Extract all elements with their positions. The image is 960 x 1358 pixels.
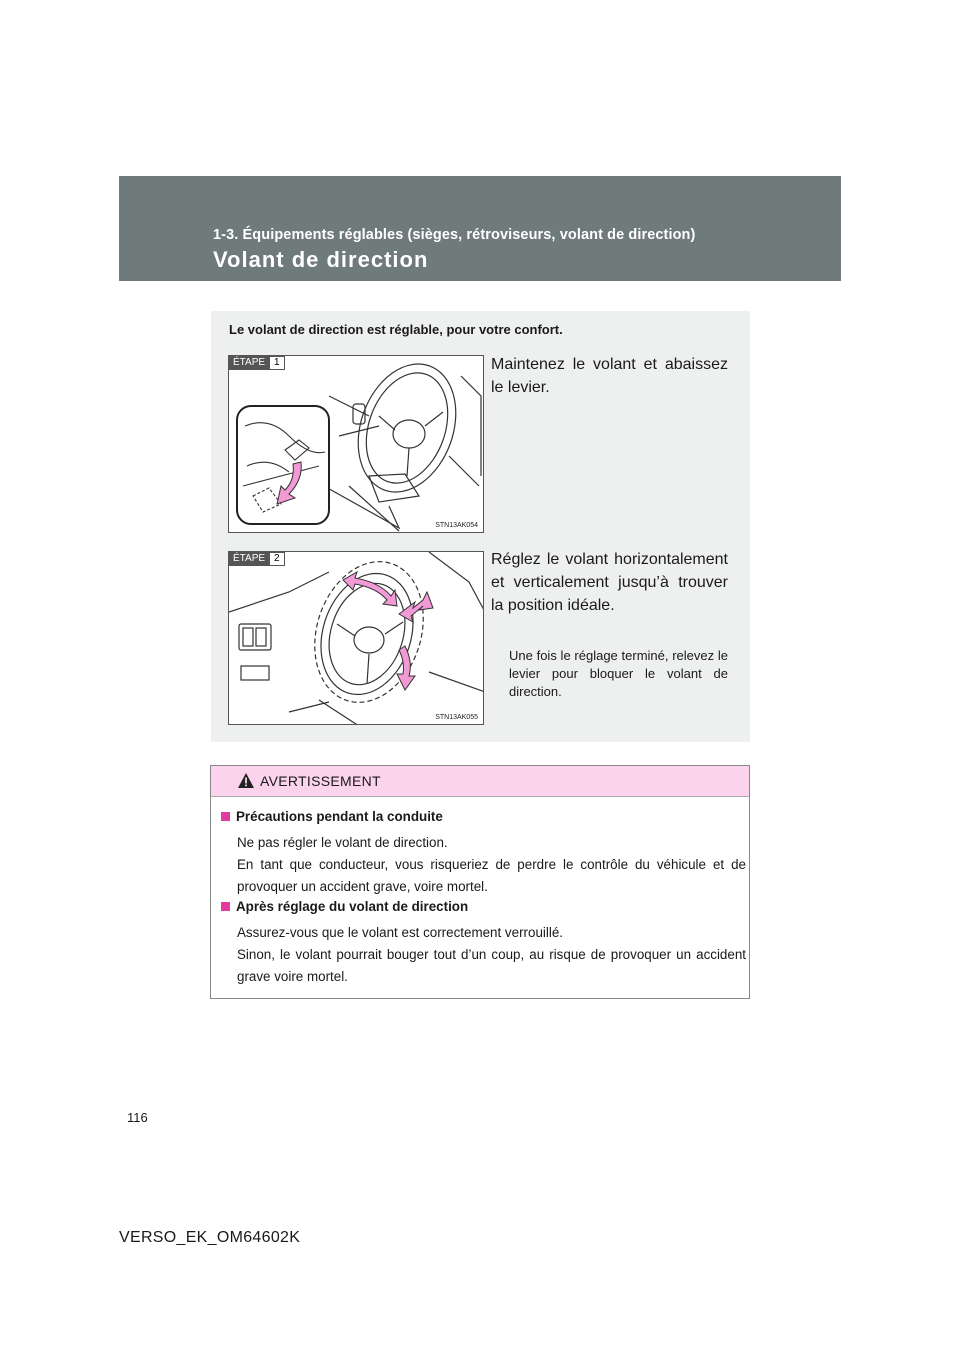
warning-item-2-line-1: Assurez-vous que le volant est correctement verrouillé. [237, 925, 563, 940]
bullet-square-icon [221, 812, 230, 821]
page-title: Volant de direction [213, 247, 429, 272]
steering-wheel-adjust-illustration [229, 552, 484, 725]
step-2-badge-label: ÉTAPE [229, 552, 269, 566]
step-1-figure [228, 355, 484, 533]
warning-item-1 [221, 806, 746, 898]
step-1-badge-number: 1 [269, 356, 285, 370]
document-code: VERSO_EK_OM64602K [119, 1229, 301, 1246]
step-1-badge [229, 356, 285, 370]
warning-triangle-icon [238, 773, 254, 788]
step-1-text: Maintenez le volant et abaissez le levier. [491, 356, 728, 396]
step-1-figure-code: STN13AK054 [435, 522, 478, 529]
step-2-figure [228, 551, 484, 725]
warning-item-2-heading: Après réglage du volant de direction [236, 899, 469, 914]
steering-wheel-lever-illustration [229, 356, 484, 533]
warning-item-1-line-1: Ne pas régler le volant de direction. [237, 835, 448, 850]
step-2-text: Réglez le volant horizontalement et verticalement jusqu’à trouver la position idéale. [491, 551, 728, 614]
warning-item-2-body [221, 922, 746, 988]
warning-item-1-body [221, 832, 746, 898]
intro-text: Le volant de direction est réglable, pour votre confort. [229, 322, 563, 337]
step-2-note: Une fois le réglage terminé, relevez le levier pour bloquer le volant de direction. [509, 648, 728, 699]
step-2-badge-number: 2 [269, 552, 285, 566]
warning-item-2 [221, 896, 746, 988]
step-2-figure-code: STN13AK055 [435, 714, 478, 721]
warning-box [210, 765, 750, 999]
instructions-panel [211, 311, 750, 742]
page-number: 116 [127, 1110, 148, 1125]
warning-item-1-line-2: En tant que conducteur, vous risqueriez de perdre le contrôle du véhicule et de provoquer un accident grave, voire mortel. [237, 857, 746, 894]
bullet-square-icon [221, 902, 230, 911]
warning-header [211, 766, 749, 797]
step-2-badge [229, 552, 285, 566]
warning-title: AVERTISSEMENT [260, 773, 381, 789]
warning-item-1-heading: Précautions pendant la conduite [236, 809, 443, 824]
section-label: 1-3. Équipements réglables (sièges, rétroviseurs, volant de direction) [213, 227, 696, 243]
warning-item-2-line-2: Sinon, le volant pourrait bouger tout d’un coup, au risque de provoquer un accident grave voire mortel. [237, 947, 746, 984]
step-1-badge-label: ÉTAPE [229, 356, 269, 370]
